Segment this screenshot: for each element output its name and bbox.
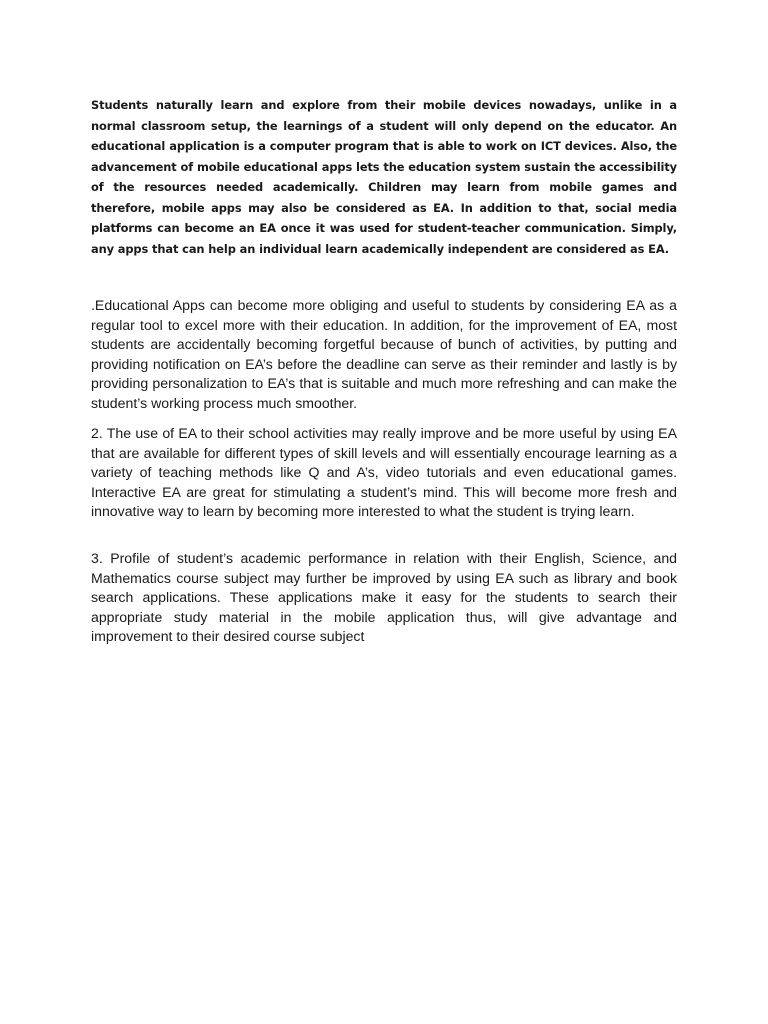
paragraph-item-3: 3. Profile of student’s academic performance in relation with their English, Science, and Mathematics course subject may further be improved by using EA such as library and book search applications. These applications make it easy for the students to search their appropriate study material in the mobile application thus, will give advantage and improvement to their desired course subject — [91, 550, 677, 644]
paragraph-item-2: 2. The use of EA to their school activities may really improve and be more useful by using EA that are available for different types of skill levels and will essentially encourage learning as a variety of teaching methods like Q and A’s, video tutorials and even educational games. Interactive EA are great for stimulating a student’s mind. This will become more fresh and innovative way to learn by becoming more interested to what the student is trying learn. — [91, 425, 677, 519]
intro-paragraph: Students naturally learn and explore from their mobile devices nowadays, unlike in a normal classroom setup, the learnings of a student will only depend on the educator. An educational application is a computer program that is able to work on ICT devices. Also, the advancement of mobile educational apps lets the education system sustain the accessibility of the resources needed academically. Children may learn from mobile games and therefore, mobile apps may also be considered as EA. In addition to that, social media platforms can become an EA once it was used for student-teacher communication. Simply, any apps that can help an individual learn academically independent are considered as EA. — [91, 98, 677, 256]
paragraph-educational-apps: .Educational Apps can become more obliging and useful to students by considering EA as a regular tool to excel more with their education. In addition, for the improvement of EA, most students are accidentally becoming forgetful because of bunch of activities, by putting and providing notification on EA’s before the deadline can serve as their reminder and lastly is by providing personalization to EA’s that is suitable and much more refreshing and can make the student’s working process much smoother. — [91, 297, 677, 411]
